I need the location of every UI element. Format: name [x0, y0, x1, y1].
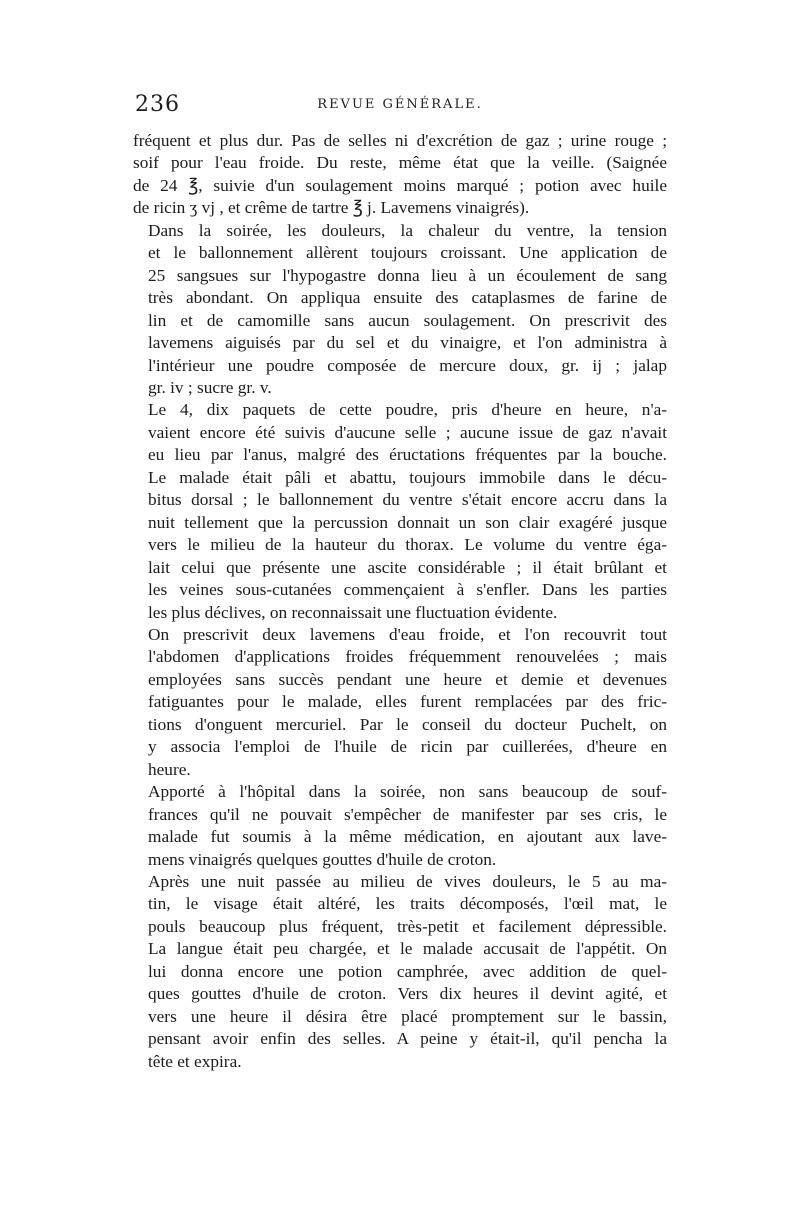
paragraph: [133, 871, 667, 1073]
text-line: l'intérieur une poudre composée de mercure doux, gr. ij ; jalap: [148, 355, 667, 375]
text-line: l'abdomen d'applications froides fréquemment renouvelées ; mais: [148, 647, 667, 667]
text-line: nuit tellement que la percussion donnait un son clair exagéré jusque: [148, 512, 667, 532]
text-line: La langue était peu chargée, et le malade accusait de l'appétit. On: [148, 939, 667, 959]
text-line: vers le milieu de la hauteur du thorax. Le volume du ventre éga-: [148, 535, 667, 555]
text-line: vaient encore été suivis d'aucune selle ; aucune issue de gaz n'avait: [148, 422, 667, 442]
text-line: employées sans succès pendant une heure et demie et devenues: [148, 669, 667, 689]
text-line: tin, le visage était altéré, les traits décomposés, l'œil mat, le: [148, 894, 667, 914]
text-line: Après une nuit passée au milieu de vives douleurs, le 5 au ma-: [148, 871, 667, 891]
text-line: Apporté à l'hôpital dans la soirée, non sans beaucoup de souf-: [148, 782, 667, 802]
text-line: de 24 ℥, suivie d'un soulagement moins marqué ; potion avec huile: [133, 175, 667, 195]
text-line: lui donna encore une potion camphrée, avec addition de quel-: [148, 961, 667, 981]
text-line: Dans la soirée, les douleurs, la chaleur du ventre, la tension: [148, 220, 667, 240]
text-line: très abondant. On appliqua ensuite des cataplasmes de farine de: [148, 288, 667, 308]
text-line: fatiguantes pour le malade, elles furent remplacées par des fric-: [148, 692, 667, 712]
text-line: de ricin ʒ vj , et crême de tartre ℥ j. Lavemens vinaigrés).: [133, 198, 530, 218]
text-line: vers une heure il désira être placé promptement sur le bassin,: [148, 1006, 667, 1026]
page-header: [135, 92, 665, 122]
text-line: eu lieu par l'anus, malgré des éructations fréquentes par la bouche.: [148, 445, 667, 465]
text-line: mens vinaigrés quelques gouttes d'huile de croton.: [148, 849, 497, 869]
paragraph: [133, 781, 667, 871]
text-line: y associa l'emploi de l'huile de ricin par cuillerées, d'heure en: [148, 737, 667, 757]
text-line: soif pour l'eau froide. Du reste, même état que la veille. (Saignée: [133, 153, 667, 173]
paragraph: [133, 624, 667, 781]
text-line: 25 sangsues sur l'hypogastre donna lieu à un écoulement de sang: [148, 265, 667, 285]
text-line: tête et expira.: [148, 1051, 242, 1071]
body-text: [133, 130, 667, 1073]
text-line: fréquent et plus dur. Pas de selles ni d'excrétion de gaz ; urine rouge ;: [133, 131, 667, 150]
text-line: pouls beaucoup plus fréquent, très-petit et facilement dépressible.: [148, 916, 667, 936]
text-line: bitus dorsal ; le ballonnement du ventre s'était encore accru dans la: [148, 490, 667, 510]
paragraph: [133, 220, 667, 400]
text-line: pensant avoir enfin des selles. A peine y était-il, qu'il pencha la: [148, 1029, 667, 1049]
text-line: On prescrivit deux lavemens d'eau froide, et l'on recouvrit tout: [148, 624, 667, 644]
text-line: Le malade était pâli et abattu, toujours immobile dans le décu-: [148, 467, 667, 487]
running-title: REVUE GÉNÉRALE.: [317, 97, 483, 112]
text-line: ques gouttes d'huile de croton. Vers dix heures il devint agité, et: [148, 984, 667, 1004]
text-line: les plus déclives, on reconnaissait une fluctuation évidente.: [148, 602, 558, 622]
text-line: Le 4, dix paquets de cette poudre, pris d'heure en heure, n'a-: [148, 400, 667, 420]
text-line: lavemens aiguisés par du sel et du vinaigre, et l'on administra à: [148, 333, 667, 353]
page-number: 236: [135, 92, 180, 117]
text-line: frances qu'il ne pouvait s'empêcher de manifester par ses cris, le: [148, 804, 667, 824]
text-line: gr. iv ; sucre gr. v.: [148, 377, 272, 397]
text-line: malade fut soumis à la même médication, en ajoutant aux lave-: [148, 827, 667, 847]
paragraph: [133, 130, 667, 220]
text-line: lin et de camomille sans aucun soulagement. On prescrivit des: [148, 310, 667, 330]
text-line: heure.: [148, 759, 191, 779]
text-line: et le ballonnement allèrent toujours croissant. Une application de: [148, 243, 667, 263]
paragraph: [133, 399, 667, 624]
text-line: les veines sous-cutanées commençaient à s'enfler. Dans les parties: [148, 580, 667, 600]
text-line: tions d'onguent mercuriel. Par le conseil du docteur Puchelt, on: [148, 714, 667, 734]
text-line: lait celui que présente une ascite considérable ; il était brûlant et: [148, 557, 667, 577]
